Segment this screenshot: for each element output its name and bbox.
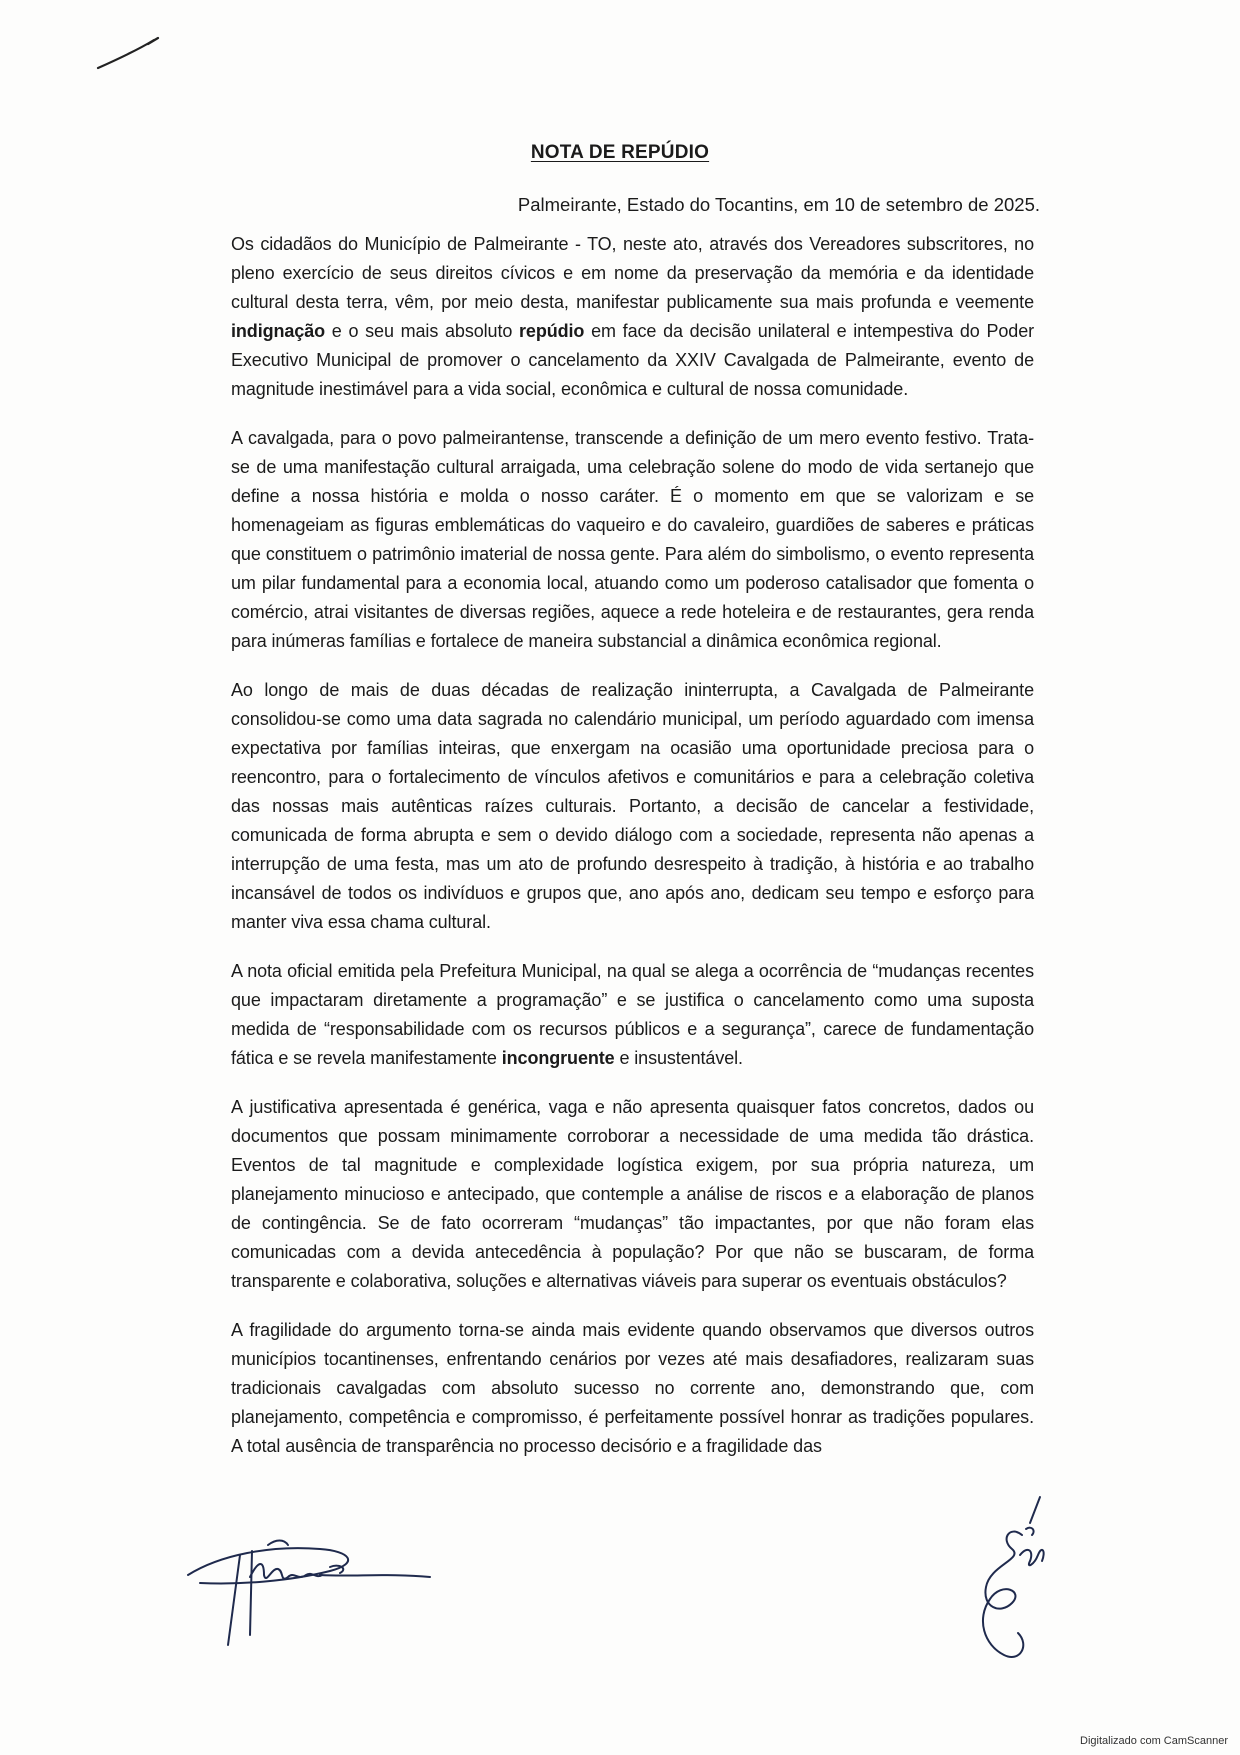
body-paragraph	[231, 424, 1034, 656]
paragraph-text: A fragilidade do argumento torna-se ainda mais evidente quando observamos que diversos outros municípios tocantinenses, enfrentando cenários por vezes até mais desafiadores, realizaram suas tradicionais cavalgadas com absoluto sucesso no corrente ano, demonstrando que, com planejamento, competência e compromisso, é perfeitamente possível honrar as tradições populares. A total ausência de transparência no processo decisório e a fragilidade das	[231, 1320, 1034, 1456]
paragraph-text: A justificativa apresentada é genérica, vaga e não apresenta quaisquer fatos concretos, dados ou documentos que possam minimamente corroborar a necessidade de uma medida tão drástica. Eventos de tal magnitude e complexidade logística exigem, por sua própria natureza, um planejamento minucioso e antecipado, que contemple a análise de riscos e a elaboração de planos de contingência. Se de fato ocorreram “mudanças” tão impactantes, por que não foram elas comunicadas com a devida antecedência à população? Por que não se buscaram, de forma transparente e colaborativa, soluções e alternativas viáveis para superar os eventuais obstáculos?	[231, 1097, 1034, 1291]
document-body	[231, 230, 1034, 1481]
paragraph-text: e o seu mais absoluto	[325, 321, 520, 341]
pen-stroke-icon	[96, 30, 176, 80]
scanner-watermark: Digitalizado com CamScanner	[1080, 1735, 1228, 1747]
document-title-text: NOTA DE REPÚDIO	[530, 142, 710, 163]
document-title	[0, 141, 1240, 165]
body-paragraph	[231, 957, 1034, 1073]
paragraph-text: A cavalgada, para o povo palmeirantense, transcende a definição de um mero evento festivo. Trata-se de uma manifestação cultural arraigada, uma celebração solene do modo de vida sertanejo que define a nossa história e molda o nosso caráter. É o momento em que se valorizam e se homenageiam as figuras emblemáticas do vaqueiro e do cavaleiro, guardiões de saberes e práticas que constituem o patrimônio imaterial de nossa gente. Para além do simbolismo, o evento representa um pilar fundamental para a economia local, atuando como um poderoso catalisador que fomenta o comércio, atrai visitantes de diversas regiões, aquece a rede hoteleira e de restaurantes, gera renda para inúmeras famílias e fortalece de maneira substancial a dinâmica econômica regional.	[231, 428, 1034, 651]
body-paragraph	[231, 1316, 1034, 1461]
paragraph-text: em face da decisão unilateral e intempestiva do Poder Executivo Municipal de promover o cancelamento da XXIV Cavalgada de Palmeirante, evento de magnitude inestimável para a vida social, econômica e cultural de nossa comunidade.	[231, 321, 1035, 399]
body-paragraph	[231, 676, 1034, 937]
emphasized-text: indignação	[231, 321, 326, 341]
paragraph-text: Ao longo de mais de duas décadas de realização ininterrupta, a Cavalgada de Palmeirante consolidou-se como uma data sagrada no calendário municipal, um período aguardado com imensa expectativa por famílias inteiras, que enxergam na ocasião uma oportunidade preciosa para o reencontro, para o fortalecimento de vínculos afetivos e comunitários e para a celebração coletiva das nossas mais autênticas raízes culturais. Portanto, a decisão de cancelar a festividade, comunicada de forma abrupta e sem o devido diálogo com a sociedade, representa não apenas a interrupção de uma festa, mas um ato de profundo desrespeito à tradição, à história e ao trabalho incansável de todos os indivíduos e grupos que, ano após ano, dedicam seu tempo e esforço para manter viva essa chama cultural.	[231, 680, 1034, 932]
body-paragraph	[231, 230, 1034, 404]
emphasized-text: repúdio	[519, 321, 585, 341]
signature-right	[960, 1495, 1060, 1670]
emphasized-text: incongruente	[501, 1048, 615, 1068]
paragraph-text: e insustentável.	[614, 1048, 743, 1068]
paragraph-text: Os cidadãos do Município de Palmeirante - TO, neste ato, através dos Vereadores subscritores, no pleno exercício de seus direitos cívicos e em nome da preservação da memória e da identidade cultural desta terra, vêm, por meio desta, manifestar publicamente sua mais profunda e veemente	[231, 234, 1034, 312]
body-paragraph	[231, 1093, 1034, 1296]
paragraph-text: A nota oficial emitida pela Prefeitura Municipal, na qual se alega a ocorrência de “mudanças recentes que impactaram diretamente a programação” e se justifica o cancelamento como uma suposta medida de “responsabilidade com os recursos públicos e a segurança”, carece de fundamentação fática e se revela manifestamente	[231, 961, 1034, 1068]
signature-left	[180, 1515, 440, 1655]
dateline: Palmeirante, Estado do Tocantins, em 10 de setembro de 2025.	[517, 194, 1040, 215]
